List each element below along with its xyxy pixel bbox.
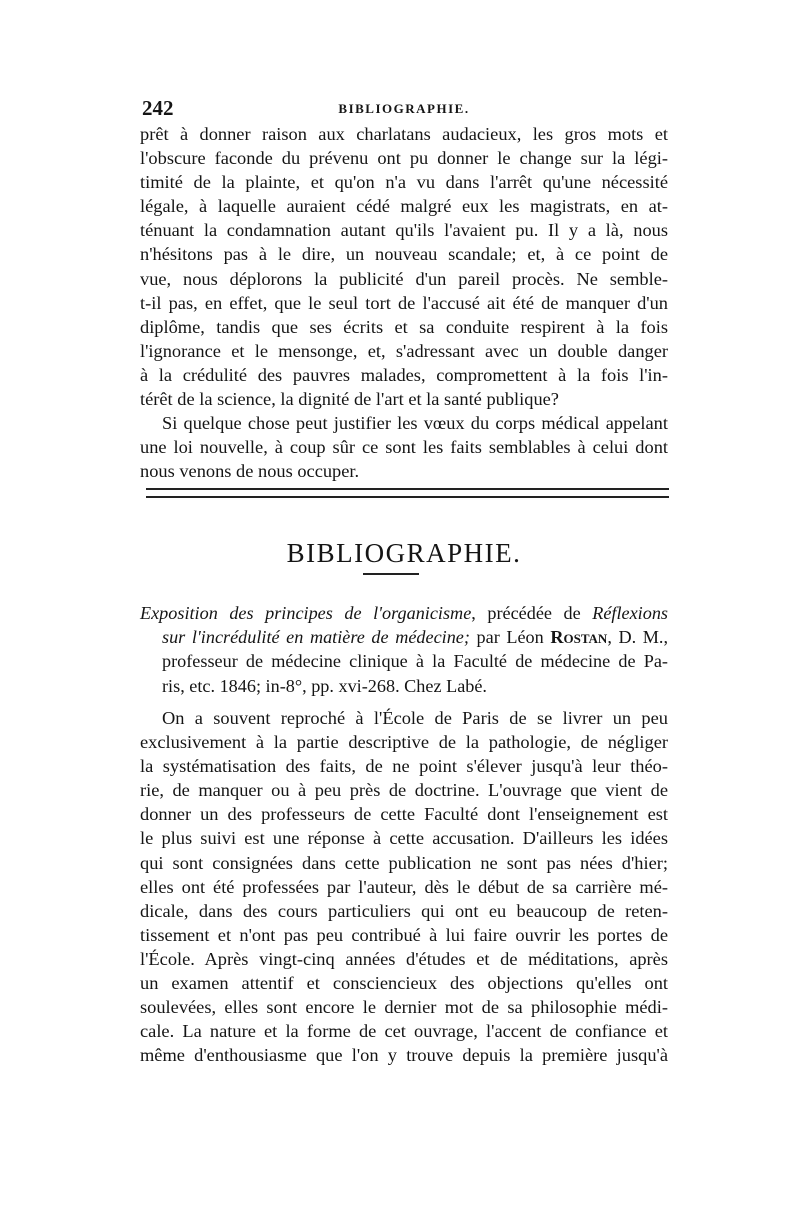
- text-line: t-il pas, en effet, que le seul tort de l'accusé ait été de manquer d'un: [140, 292, 668, 313]
- book-subtitle-continued: sur l'incrédulité en matière de médecine;: [162, 627, 470, 648]
- entry-text: , D. M.,: [607, 627, 669, 648]
- text-line: l'ignorance et le mensonge, et, s'adressant avec un double danger: [140, 340, 668, 361]
- text-line: térêt de la science, la dignité de l'art et la santé publique?: [140, 389, 559, 410]
- entry-line: ris, etc. 1846; in-8°, pp. xvi-268. Chez Labé.: [162, 675, 487, 696]
- section-title: BIBLIOGRAPHIE.: [286, 538, 522, 569]
- text-line: n'hésitons pas à le dire, un nouveau scandale; et, à ce point de: [140, 244, 668, 265]
- text-line: à la crédulité des pauvres malades, compromettent à la fois l'in-: [140, 364, 668, 385]
- text-line: une loi nouvelle, à coup sûr ce sont les faits semblables à celui dont: [140, 437, 668, 458]
- text-line: elles ont été professées par l'auteur, dès le début de sa carrière mé-: [140, 876, 668, 897]
- section-divider: [146, 488, 669, 498]
- text-line: prêt à donner raison aux charlatans audacieux, les gros mots et: [140, 124, 668, 144]
- paragraph-2: [140, 411, 668, 483]
- text-line: Si quelque chose peut justifier les vœux du corps médical appelant: [162, 413, 668, 434]
- title-underline: [363, 573, 419, 575]
- text-line: nous venons de nous occuper.: [140, 461, 360, 482]
- entry-line: professeur de médecine clinique à la Faculté de médecine de Pa-: [162, 651, 668, 672]
- entry-text: par Léon: [469, 627, 551, 648]
- review-text: [140, 706, 668, 1067]
- book-subtitle: Réflexions: [592, 603, 668, 623]
- text-line: le plus suivi est une réponse à cette accusation. D'ailleurs les idées: [140, 828, 668, 849]
- text-line: la systématisation des faits, de ne point s'élever jusqu'à leur théo-: [140, 756, 668, 777]
- text-line: ténuant la condamnation autant qu'ils l'avaient pu. Il y a là, nous: [140, 220, 668, 241]
- text-line: donner un des professeurs de cette Faculté dont l'enseignement est: [140, 804, 668, 825]
- text-line: soulevées, elles sont encore le dernier mot de sa philosophie médi-: [140, 997, 668, 1018]
- entry-line: [140, 625, 668, 649]
- author-name: Rostan: [550, 627, 608, 648]
- text-line: On a souvent reproché à l'École de Paris de se livrer un peu: [162, 708, 668, 728]
- text-line: rie, de manquer ou à peu près de doctrine. L'ouvrage que vient de: [140, 780, 668, 801]
- text-line: cale. La nature et la forme de cet ouvrage, l'accent de confiance et: [140, 1021, 668, 1042]
- text-line: exclusivement à la partie descriptive de la pathologie, de négliger: [140, 732, 668, 753]
- text-line: l'École. Après vingt-cinq années d'études et de méditations, après: [140, 948, 668, 969]
- text-line: l'obscure faconde du prévenu ont pu donner le change sur la légi-: [140, 148, 668, 169]
- entry-text: , précédée de: [471, 603, 593, 623]
- running-title: BIBLIOGRAPHIE.: [338, 101, 470, 116]
- article-conclusion: [140, 122, 668, 483]
- text-line: même d'enthousiasme que l'on y trouve depuis la première jusqu'à: [140, 1045, 668, 1066]
- bibliography-entry: [140, 601, 668, 698]
- paragraph-1: [140, 122, 668, 411]
- text-line: un examen attentif et consciencieux des objections qu'elles ont: [140, 973, 668, 994]
- book-title: Exposition des principes de l'organicisme: [140, 603, 472, 623]
- text-line: légale, à laquelle auraient cédé malgré eux les magistrats, en at-: [140, 196, 668, 217]
- text-line: qui sont consignées dans cette publication ne sont pas nées d'hier;: [140, 852, 668, 873]
- running-head: [140, 96, 668, 122]
- text-line: vue, nous déplorons la publicité d'un pareil procès. Ne semble-: [140, 268, 668, 289]
- text-line: tissement et n'ont pas peu contribué à lui faire ouvrir les portes de: [140, 924, 668, 945]
- text-line: timité de la plainte, et qu'on n'a vu dans l'arrêt qu'une nécessité: [140, 172, 668, 193]
- book-page: [140, 96, 668, 483]
- text-line: diplôme, tandis que ses écrits et sa conduite respirent à la fois: [140, 316, 668, 337]
- page-number: 242: [142, 96, 174, 120]
- text-line: dicale, dans des cours particuliers qui ont eu beaucoup de reten-: [140, 900, 668, 921]
- entry-line: [140, 601, 668, 625]
